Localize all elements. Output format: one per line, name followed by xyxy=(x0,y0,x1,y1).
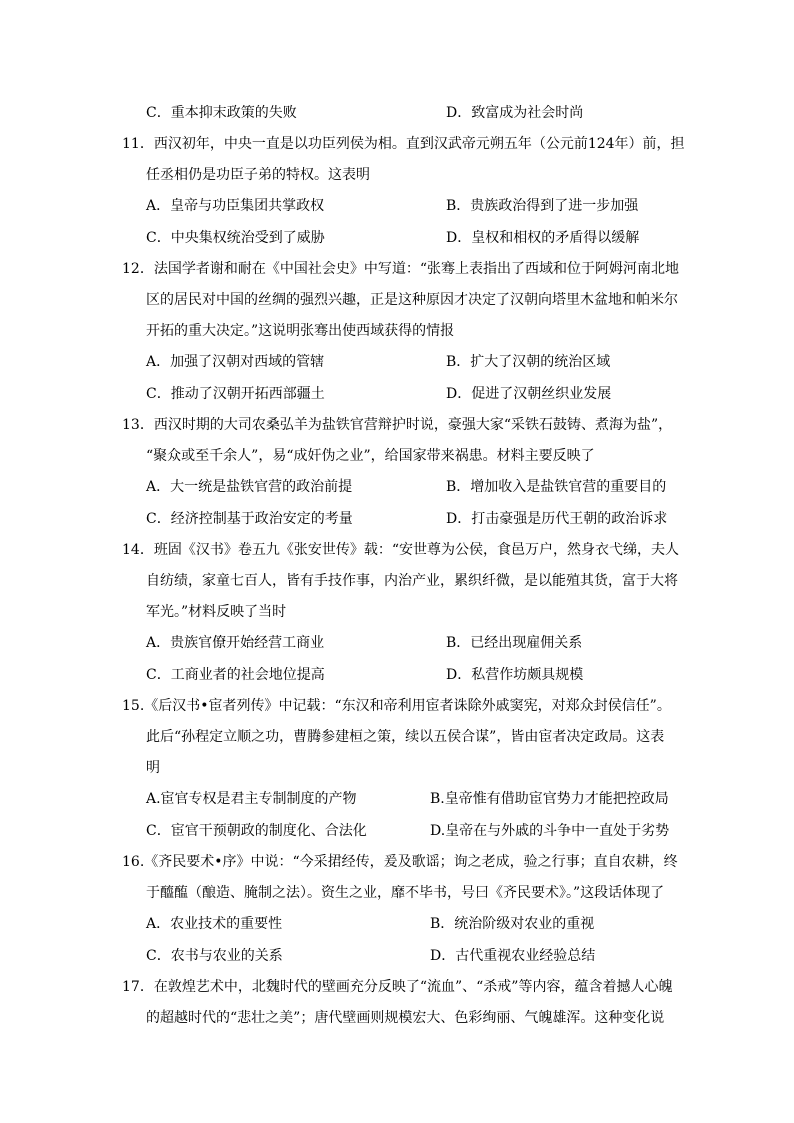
option-c: C．工商业者的社会地位提高 xyxy=(146,667,325,683)
question-13-text: “聚众或至千余人”，易“成奸伪之业”，给国家带来祸患。材料主要反映了 xyxy=(146,448,595,464)
question-11-text: 任丞相仍是功臣子弟的特权。这表明 xyxy=(146,167,370,183)
option-c: C．经济控制基于政治安定的考量 xyxy=(146,511,353,527)
question-15-text: 此后“孙程定立顺之功，曹腾参建桓之策，续以五侯合谋”，皆由宦者决定政局。这表 xyxy=(146,729,665,745)
question-15-text: 15.《后汉书•宦者列传》中记载：“东汉和帝利用宦者诛除外戚窦宪，对郑众封侯信任”。 xyxy=(122,698,671,714)
question-17-text: 17．在敦煌艺术中，北魏时代的壁画充分反映了“流血”、“杀戒”等内容，蕴含着撼人心魄 xyxy=(122,979,673,995)
option-a: A．贵族官僚开始经营工商业 xyxy=(146,635,325,651)
option-b: B．贵族政治得到了进一步加强 xyxy=(446,198,639,214)
option-d: D．私营作坊颇具规模 xyxy=(446,667,584,683)
option-c: C．中央集权统治受到了威胁 xyxy=(146,230,325,246)
question-14-text: 军光。”材料反映了当时 xyxy=(146,604,287,620)
option-a: A.宦官专权是君主专制制度的产物 xyxy=(146,791,357,807)
option-a: A．农业技术的重要性 xyxy=(146,916,283,932)
question-11-text: 11．西汉初年，中央一直是以功臣列侯为相。直到汉武帝元朔五年（公元前124年）前，担 xyxy=(122,136,685,152)
option-d: D．促进了汉朝丝织业发展 xyxy=(446,386,612,402)
option-a: A．加强了汉朝对西域的管辖 xyxy=(146,354,325,370)
option-b: B．扩大了汉朝的统治区域 xyxy=(446,354,611,370)
option-a: A．皇帝与功臣集团共掌政权 xyxy=(146,198,325,214)
option-d: D．致富成为社会时尚 xyxy=(446,105,584,121)
option-c: C．推动了汉朝开拓西部疆土 xyxy=(146,386,325,402)
question-16-text: 于醯醢（酿造、腌制之法）。资生之业，靡不毕书，号曰《齐民要术》。”这段话体现了 xyxy=(146,885,665,901)
option-b: B．已经出现雇佣关系 xyxy=(446,635,583,651)
option-c: C．重本抑末政策的失败 xyxy=(146,105,297,121)
option-b: B．统治阶级对农业的重视 xyxy=(430,916,595,932)
option-d: D．打击豪强是历代王朝的政治诉求 xyxy=(446,511,668,527)
option-c: C．农书与农业的关系 xyxy=(146,948,283,964)
question-13-text: 13．西汉时期的大司农桑弘羊为盐铁官营辩护时说，豪强大家“采铁石鼓铸、煮海为盐”， xyxy=(122,417,673,433)
option-a: A．大一统是盐铁官营的政治前提 xyxy=(146,479,353,495)
option-d: D.皇帝在与外戚的斗争中一直处于劣势 xyxy=(430,823,670,839)
question-12-text: 12．法国学者谢和耐在《中国社会史》中写道：“张骞上表指出了西域和位于阿姆河南北地 xyxy=(122,261,679,277)
option-b: B.皇帝惟有借助宦官势力才能把控政局 xyxy=(430,791,669,807)
question-14-text: 14．班固《汉书》卷五九《张安世传》载：“安世尊为公侯，食邑万户，然身衣弋绨，夫人 xyxy=(122,542,679,558)
option-d: D．古代重视农业经验总结 xyxy=(430,948,596,964)
option-d: D．皇权和相权的矛盾得以缓解 xyxy=(446,230,640,246)
question-12-text: 区的居民对中国的丝绸的强烈兴趣，正是这种原因才决定了汉朝向塔里木盆地和帕米尔 xyxy=(146,292,678,308)
question-16-text: 16.《齐民要术•序》中说：“今采捃经传，爰及歌谣；询之老成，验之行事；直自农耕，终 xyxy=(122,854,678,870)
question-12-text: 开拓的重大决定。”这说明张骞出使西域获得的情报 xyxy=(146,323,455,339)
option-c: C．宦官干预朝政的制度化、合法化 xyxy=(146,823,367,839)
question-17-text: 的超越时代的“悲壮之美”；唐代壁画则规模宏大、色彩绚丽、气魄雄浑。这种变化说 xyxy=(146,1010,665,1026)
question-15-text: 明 xyxy=(146,760,160,776)
option-b: B．增加收入是盐铁官营的重要目的 xyxy=(446,479,667,495)
question-14-text: 自纺绩，家童七百人，皆有手技作事，内治产业，累织纤微，是以能殖其货，富于大将 xyxy=(146,573,678,589)
